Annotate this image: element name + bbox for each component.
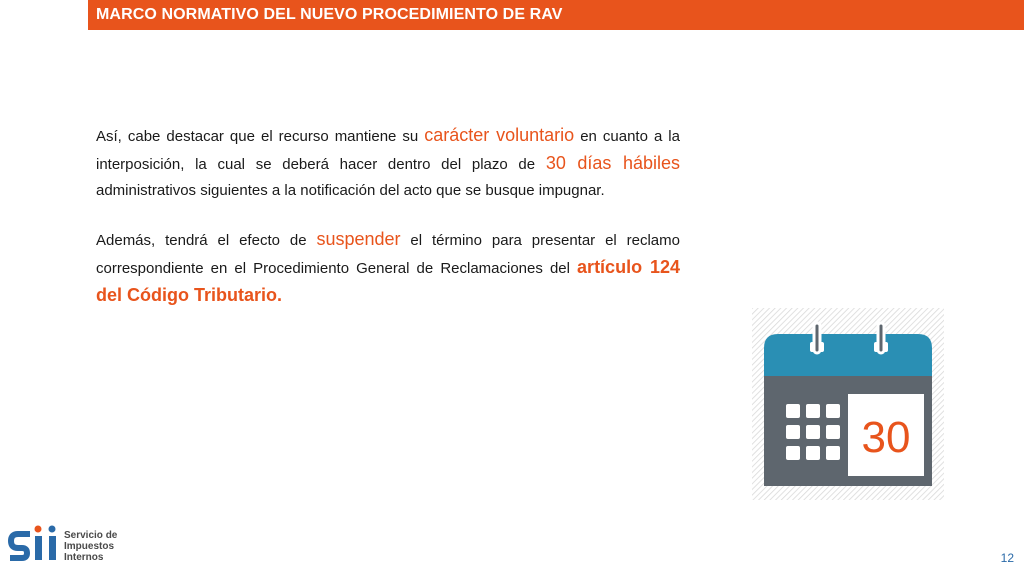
sii-logo-mark	[8, 524, 60, 570]
page-title: MARCO NORMATIVO DEL NUEVO PROCEDIMIENTO DE RAV	[96, 6, 563, 23]
logo-text	[64, 530, 117, 563]
p2-text-a: Además, tendrá el efecto de	[96, 232, 317, 249]
paragraph-2	[96, 226, 680, 310]
p1-text-b: en cuanto a la interposición, la cual se deberá hacer dentro del plazo de	[96, 128, 680, 173]
body-text	[96, 122, 680, 332]
calendar-day: 30	[861, 413, 911, 462]
header-bar	[88, 0, 1024, 30]
highlight-caracter-voluntario: carácter voluntario	[424, 125, 575, 145]
page-number: 12	[1000, 551, 1014, 565]
p1-text-a: Así, cabe destacar que el recurso mantiene su	[96, 128, 425, 145]
highlight-articulo-124: artículo 124 del Código Tributario.	[96, 257, 681, 305]
paragraph-1	[96, 122, 680, 204]
calendar-grid	[786, 404, 840, 460]
highlight-suspender: suspender	[316, 229, 401, 249]
p2-text-b: el término para presentar el reclamo correspondiente en el Procedimiento General de Reclamaciones del	[96, 232, 680, 277]
logo-line-3: Internos	[64, 552, 104, 563]
logo-line-1: Servicio de	[64, 530, 118, 541]
calendar-icon	[752, 308, 944, 500]
calendar-header	[764, 334, 932, 376]
sii-logo	[8, 524, 128, 570]
highlight-30-dias-habiles: 30 días hábiles	[545, 153, 680, 173]
p1-text-c: administrativos siguientes a la notificación del acto que se busque impugnar.	[96, 182, 605, 199]
logo-line-2: Impuestos	[64, 541, 115, 552]
